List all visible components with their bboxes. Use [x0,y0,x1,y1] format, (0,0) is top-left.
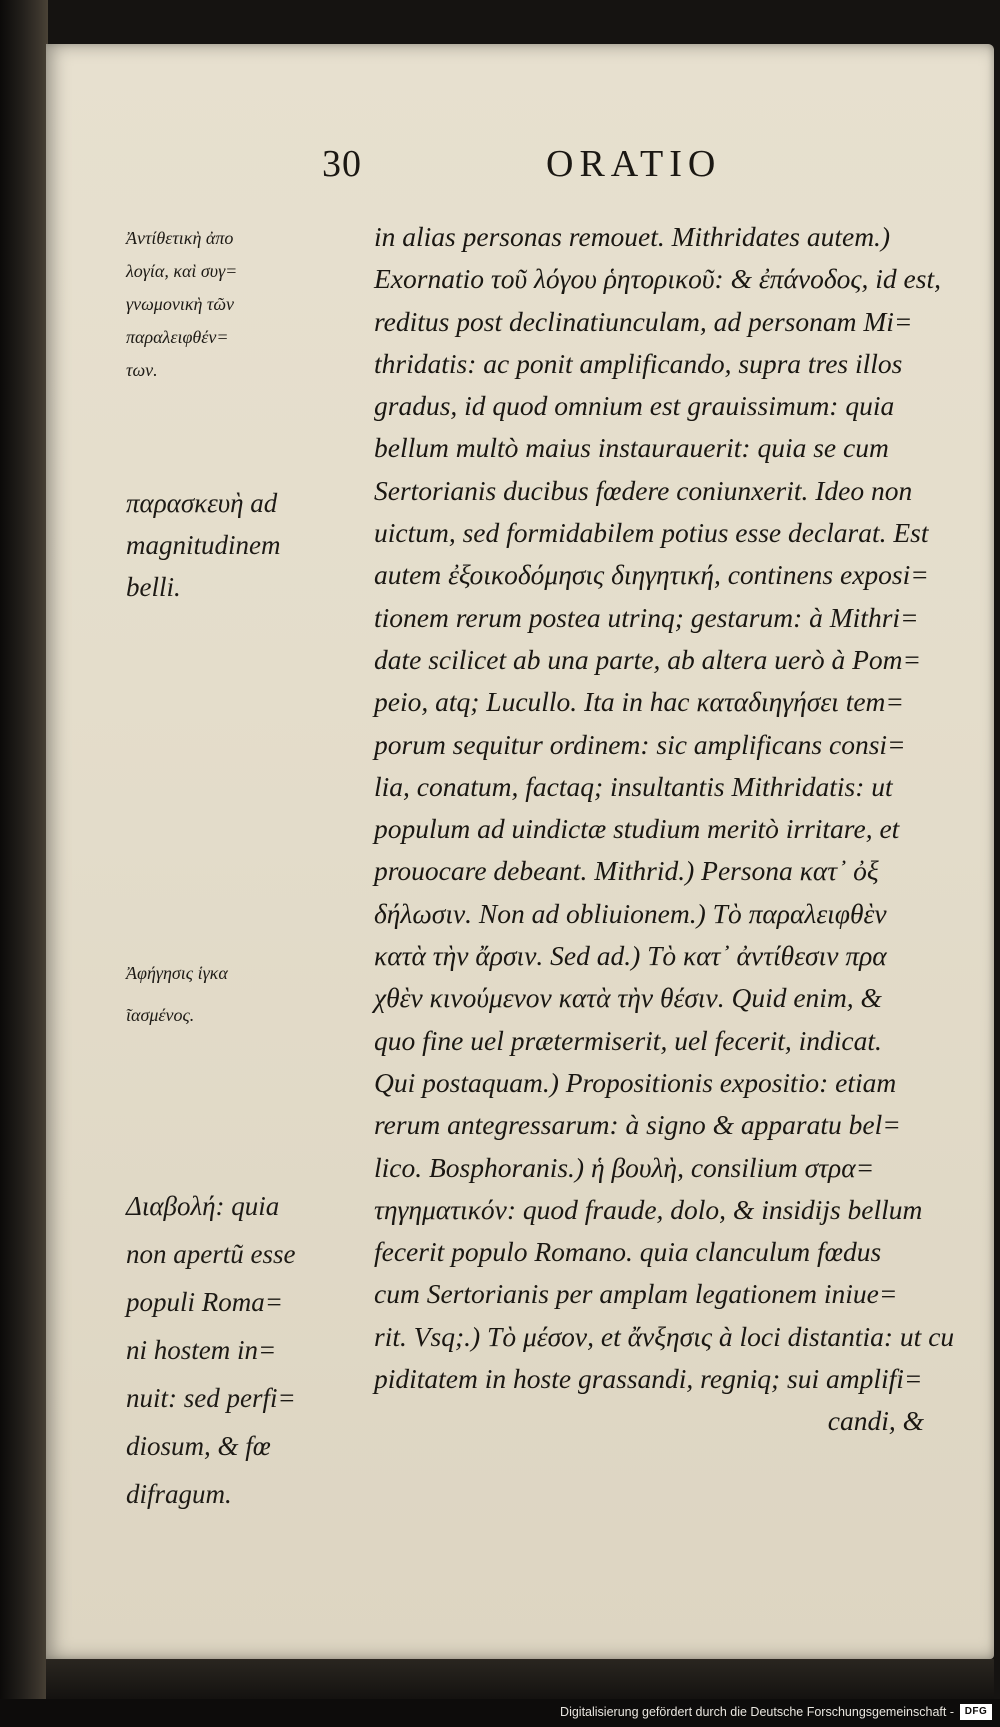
text-line: δήλωσιν. Non ad obliuionem.) Τὸ παραλειφθὲν [374,897,887,929]
funding-credit: Digitalisierung gefördert durch die Deutsche Forschungsgemeinschaft - [560,1705,954,1719]
text-line: uictum, sed formidabilem potius esse declarat. Est [374,517,929,549]
running-head: ORATIO [546,143,722,185]
text-line: piditatem in hoste grassandi, regniq; sui amplifi= [374,1363,923,1395]
marginal-note-line: populi Roma= [126,1287,283,1317]
text-line: in alias personas remouet. Mithridates autem.) [374,221,891,252]
text-line: bellum multò maius instaurauerit: quia se cum [374,432,889,464]
marginal-note [126,1182,366,1518]
text-line: lia, conatum, factaq; insultantis Mithridatis: ut [374,770,893,802]
text-line: prouocare debeant. Mithrid.) Persona κατ᾽ ὀξ [374,855,879,887]
marginal-note-line: παραλειφθέν= [126,327,229,347]
text-line: Exornatio τοῦ λόγου ῥητορικοῦ: & ἐπάνοδος, id est, [374,263,941,295]
marginal-note-line: λογία, καὶ συγ= [126,261,238,281]
marginal-note-line: magnitudinem [126,530,281,560]
marginal-note-line: Ἀντίθετικὴ ἀπο [126,228,234,248]
marginal-note-line: difragum. [126,1479,232,1509]
page-number: 30 [322,143,362,185]
main-text-block [374,216,974,1443]
text-line: Sertorianis ducibus fœdere coniunxerit. Ideo non [374,474,913,506]
book-page [46,44,994,1659]
marginal-note-line: ni hostem in= [126,1335,277,1365]
text-line: populum ad uindictæ studium meritò irritare, et [374,813,900,845]
marginal-note-line: diosum, & fœ [126,1431,271,1461]
text-line: tionem rerum postea utrinq; gestarum: à Mithri= [374,601,919,633]
text-line: τηγηματικόν: quod fraude, dolo, & insidijs bellum [374,1193,923,1225]
text-line: quo fine uel prætermiserit, uel fecerit, indicat. [374,1024,882,1056]
text-line: Qui postaquam.) Propositionis expositio: etiam [374,1066,897,1098]
text-line: reditus post declinatiunculam, ad personam Mi= [374,305,913,337]
text-line: gradus, id quod omnium est grauissimum: quia [374,390,895,422]
text-line: thridatis: ac ponit amplificando, supra tres illos [374,347,903,379]
text-line: cum Sertorianis per amplam legationem iniue= [374,1278,898,1310]
marginal-note-line: belli. [126,572,181,602]
book-edge [0,0,48,1727]
marginal-note [126,222,366,387]
marginal-note-line: nuit: sed perfi= [126,1383,296,1413]
marginal-note-line: των. [126,360,158,380]
marginal-note-line: non apertũ esse [126,1239,296,1269]
marginal-note-line: γνωμονικὴ τῶν [126,294,235,314]
text-line: lico. Bosphoranis.) ἡ βουλὴ, consilium στρα= [374,1151,875,1183]
text-line: χθὲν κινούμενον κατὰ τὴν θέσιν. Quid enim, & [374,982,882,1014]
marginal-note-line: παρασκευὴ ad [126,488,278,518]
text-line: rit. Vsq;.) Τὸ μέσον, et ἄνξησις à loci distantia: ut cu [374,1320,955,1352]
text-line: rerum antegressarum: à signo & apparatu bel= [374,1109,901,1141]
page-bottom-shadow [46,1659,994,1699]
page-header [46,142,994,192]
text-line: κατὰ τὴν ἄρσιν. Sed ad.) Τὸ κατ᾽ ἀντίθεσιν πρα [374,940,887,972]
text-line: date scilicet ab una parte, ab altera uerò à Pom= [374,643,922,675]
text-line: porum sequitur ordinem: sic amplificans consi= [374,728,906,760]
marginal-note-line: ῖασμένος. [126,1005,195,1025]
marginal-note [126,482,366,608]
marginal-note-line: Διαβολή: quia [126,1191,280,1221]
marginal-note-line: Ἀφήγησις ἱγκα [126,963,228,983]
footer-bar [0,1699,1000,1727]
text-line: autem ἐξοικοδόμησις διηγητική, continens exposi= [374,559,929,591]
marginal-notes [126,214,366,1514]
marginal-note [126,952,366,1036]
dfg-logo: DFG [960,1704,992,1720]
text-line: fecerit populo Romano. quia clanculum fœdus [374,1236,882,1268]
text-line-catchword: candi, & [827,1405,924,1437]
text-line: peio, atq; Lucullo. Ita in hac καταδιηγήσει tem= [374,686,904,718]
